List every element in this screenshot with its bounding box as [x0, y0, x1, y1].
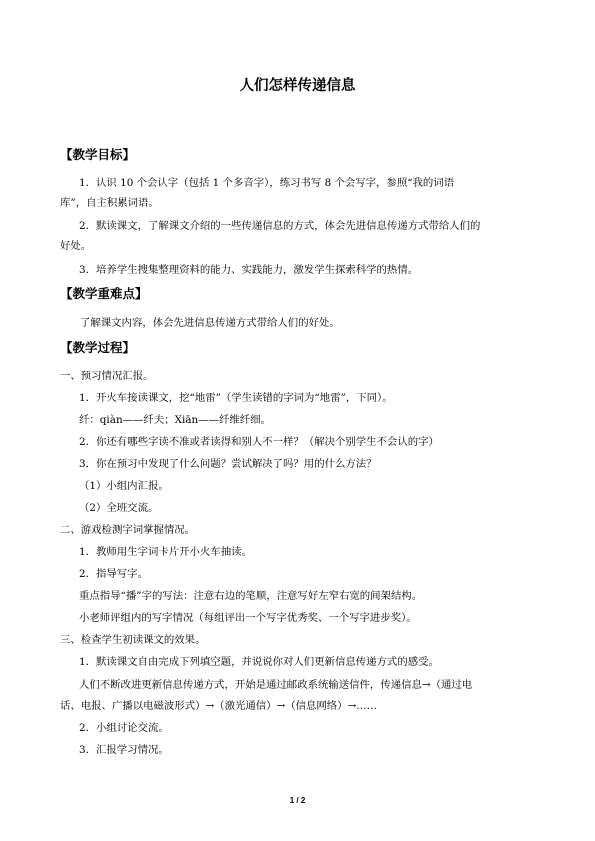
goals-line-3: 2．默读课文，了解课文介绍的一些传递信息的方式，体会先进信息传递方式带给人们的	[79, 220, 481, 232]
process-line-14: 1．默读课文自由完成下列填空题，并说说你对人们更新信息传递方式的感受。	[79, 656, 439, 668]
goals-line-2: 库”，自主积累词语。	[60, 197, 159, 209]
process-line-3: 纤：qiàn——纤夫；Xiān——纤维纤细。	[79, 414, 271, 426]
process-line-18: 3．汇报学习情况。	[79, 744, 169, 756]
process-line-11: 重点指导“播”字的写法：注意右边的笔顺，注意写好左窄右宽的间架结构。	[79, 590, 423, 602]
goals-line-5: 3．培养学生搜集整理资料的能力、实践能力，激发学生探索科学的热情。	[79, 264, 419, 276]
process-line-17: 2．小组讨论交流。	[79, 722, 169, 734]
process-line-8: 二、游戏检测字词掌握情况。	[60, 524, 196, 536]
key-points-line-1: 了解课文内容，体会先进信息传递方式带给人们的好处。	[80, 317, 340, 329]
process-line-5: 3．你在预习中发现了什么问题？尝试解决了吗？用的什么方法？	[79, 458, 377, 470]
process-line-4: 2．你还有哪些字读不准或者读得和别人不一样？（解决个别学生不会认的字）	[79, 436, 439, 448]
goals-line-4: 好处。	[60, 240, 92, 252]
process-line-10: 2．指导写字。	[79, 568, 148, 580]
process-line-9: 1．教师用生字词卡片开小火车抽读。	[79, 546, 252, 558]
process-line-16: 话、电报、广播以电磁波形式）→（激光通信）→（信息网络）→……	[60, 700, 378, 712]
page-number: 1 / 2	[289, 796, 306, 805]
process-line-7: （2）全班交流。	[79, 502, 159, 514]
process-line-13: 三、检查学生初读课文的效果。	[60, 634, 206, 646]
section-heading-process: 【教学过程】	[60, 340, 136, 355]
document-title: 人们怎样传递信息	[239, 78, 356, 94]
process-line-6: （1）小组内汇报。	[79, 480, 169, 492]
process-line-1: 一、预习情况汇报。	[60, 370, 154, 382]
section-heading-goals: 【教学目标】	[60, 147, 136, 162]
section-heading-key-points: 【教学重难点】	[60, 286, 148, 301]
process-line-2: 1．开火车接读课文，挖“地雷”（学生读错的字词为“地雷”，下同）。	[79, 392, 393, 404]
process-line-15: 人们不断改进更新信息传递方式，开始是通过邮政系统输送信件，传递信息→（通过电	[79, 679, 473, 691]
goals-line-1: 1．认识 10 个会认字（包括 1 个多音字），练习书写 8 个会写字，参照“我的词语	[79, 177, 455, 189]
process-line-12: 小老师评组内的写字情况（每组评出一个写字优秀奖、一个写字进步奖）。	[79, 612, 417, 624]
